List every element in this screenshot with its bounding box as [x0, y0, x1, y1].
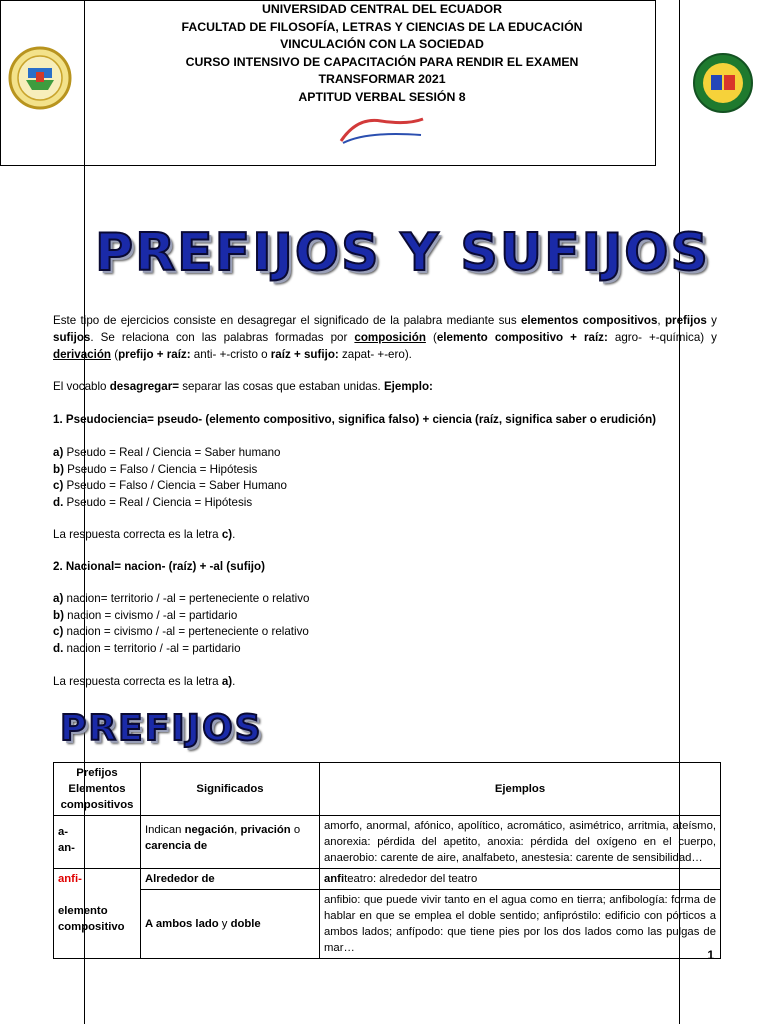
- table-row: [54, 869, 721, 890]
- faculty-seal-icon: [692, 52, 754, 114]
- prefijos-title: PREFIJOS: [60, 708, 263, 749]
- document-header: [0, 0, 656, 166]
- header-line-3: VINCULACIÓN CON LA SOCIEDAD: [280, 37, 484, 52]
- table-header-row: [54, 763, 721, 816]
- table-row: [54, 890, 721, 959]
- prefix-anfi-note: elemento compositivo: [58, 905, 125, 933]
- example-2-answer: La respuesta correcta es la letra a).: [53, 675, 236, 688]
- intro-paragraph: Este tipo de ejercicios consiste en desagregar el significado de la palabra mediante sus elementos compositivos, prefijos y sufijos. Se relaciona con las palabras formadas por composición (elemento compositivo + raíz: agro- +-química) y derivación (prefijo + raíz: anti- +-cristo o raíz + sufijo: zapat- +-ero).: [53, 314, 717, 361]
- option-c: c) Pseudo = Falso / Ciencia = Saber Humano: [53, 479, 287, 492]
- example-2-title: 2. Nacional= nacion- (raíz) + -al (sufijo): [53, 560, 265, 573]
- main-title: PREFIJOS Y SUFIJOS: [95, 223, 710, 283]
- header-prefijos: Prefijos Elementos compositivos: [54, 763, 141, 816]
- prefix-anfi: [54, 869, 141, 959]
- example-1-title: 1. Pseudociencia= pseudo- (elemento compositivo, significa falso) + ciencia (raíz, significa saber o erudición): [53, 413, 657, 426]
- definition-paragraph: El vocablo desagregar= separar las cosas que estaban unidas. Ejemplo:: [53, 380, 433, 393]
- meaning-cell: A ambos lado y doble: [141, 890, 320, 959]
- meaning-cell: Indican negación, privación o carencia de: [141, 816, 320, 869]
- examples-cell: amorfo, anormal, afónico, apolítico, acromático, asimétrico, arritmia, ateísmo, anorexia: pérdida del apetito, anoxia: pérdida del oxígeno en el cuerpo, anaerobio: carente de aire, analfabeto, anestesia: carente de sensibilidad…: [320, 816, 721, 869]
- prefixes-table: [53, 762, 721, 959]
- header-line-1: UNIVERSIDAD CENTRAL DEL ECUADOR: [261, 2, 503, 16]
- university-seal-icon: [8, 46, 72, 110]
- option-b: b) Pseudo = Falso / Ciencia = Hipótesis: [53, 462, 258, 476]
- header-line-6: APTITUD VERBAL SESIÓN 8: [298, 89, 466, 104]
- option-d: d. nacion = territorio / -al = partidario: [53, 641, 241, 655]
- vinculacion-logo-icon: [337, 113, 427, 147]
- table-row: [54, 816, 721, 869]
- header-significados: Significados: [141, 763, 320, 816]
- example-1-options: [53, 445, 287, 511]
- page-number: 1: [707, 948, 714, 962]
- option-b: b) nacion = civismo / -al = partidario: [53, 608, 238, 622]
- option-c: c) nacion = civismo / -al = perteneciente o relativo: [53, 625, 309, 638]
- example-1-answer: La respuesta correcta es la letra c).: [53, 528, 236, 541]
- option-d: d. Pseudo = Real / Ciencia = Hipótesis: [53, 495, 253, 509]
- examples-cell: anfibio: que puede vivir tanto en el agua como en tierra; anfibología: forma de hablar en que se emplea el doble sentido; anfipróstilo: edificio con pórticos a ambos lados; anfípodo: que tiene pies por los dos lados como las pulgas de mar…: [320, 890, 721, 959]
- prefix-anfi-label: anfi-: [58, 873, 82, 885]
- option-a: a) Pseudo = Real / Ciencia = Saber humano: [53, 446, 281, 459]
- meaning-cell: Alrededor de: [141, 869, 320, 890]
- examples-cell: anfiteatro: alrededor del teatro: [320, 869, 721, 890]
- example-2-options: [53, 591, 310, 657]
- option-a: a) nacion= territorio / -al = perteneciente o relativo: [53, 592, 310, 605]
- prefix-a-an: a- an-: [54, 816, 141, 869]
- header-line-2: FACULTAD DE FILOSOFÍA, LETRAS Y CIENCIAS DE LA EDUCACIÓN: [181, 19, 583, 34]
- header-text: [84, 1, 680, 147]
- header-line-4: CURSO INTENSIVO DE CAPACITACIÓN PARA RENDIR EL EXAMEN: [185, 54, 579, 69]
- header-line-5: TRANSFORMAR 2021: [318, 72, 446, 87]
- header-ejemplos: Ejemplos: [320, 763, 721, 816]
